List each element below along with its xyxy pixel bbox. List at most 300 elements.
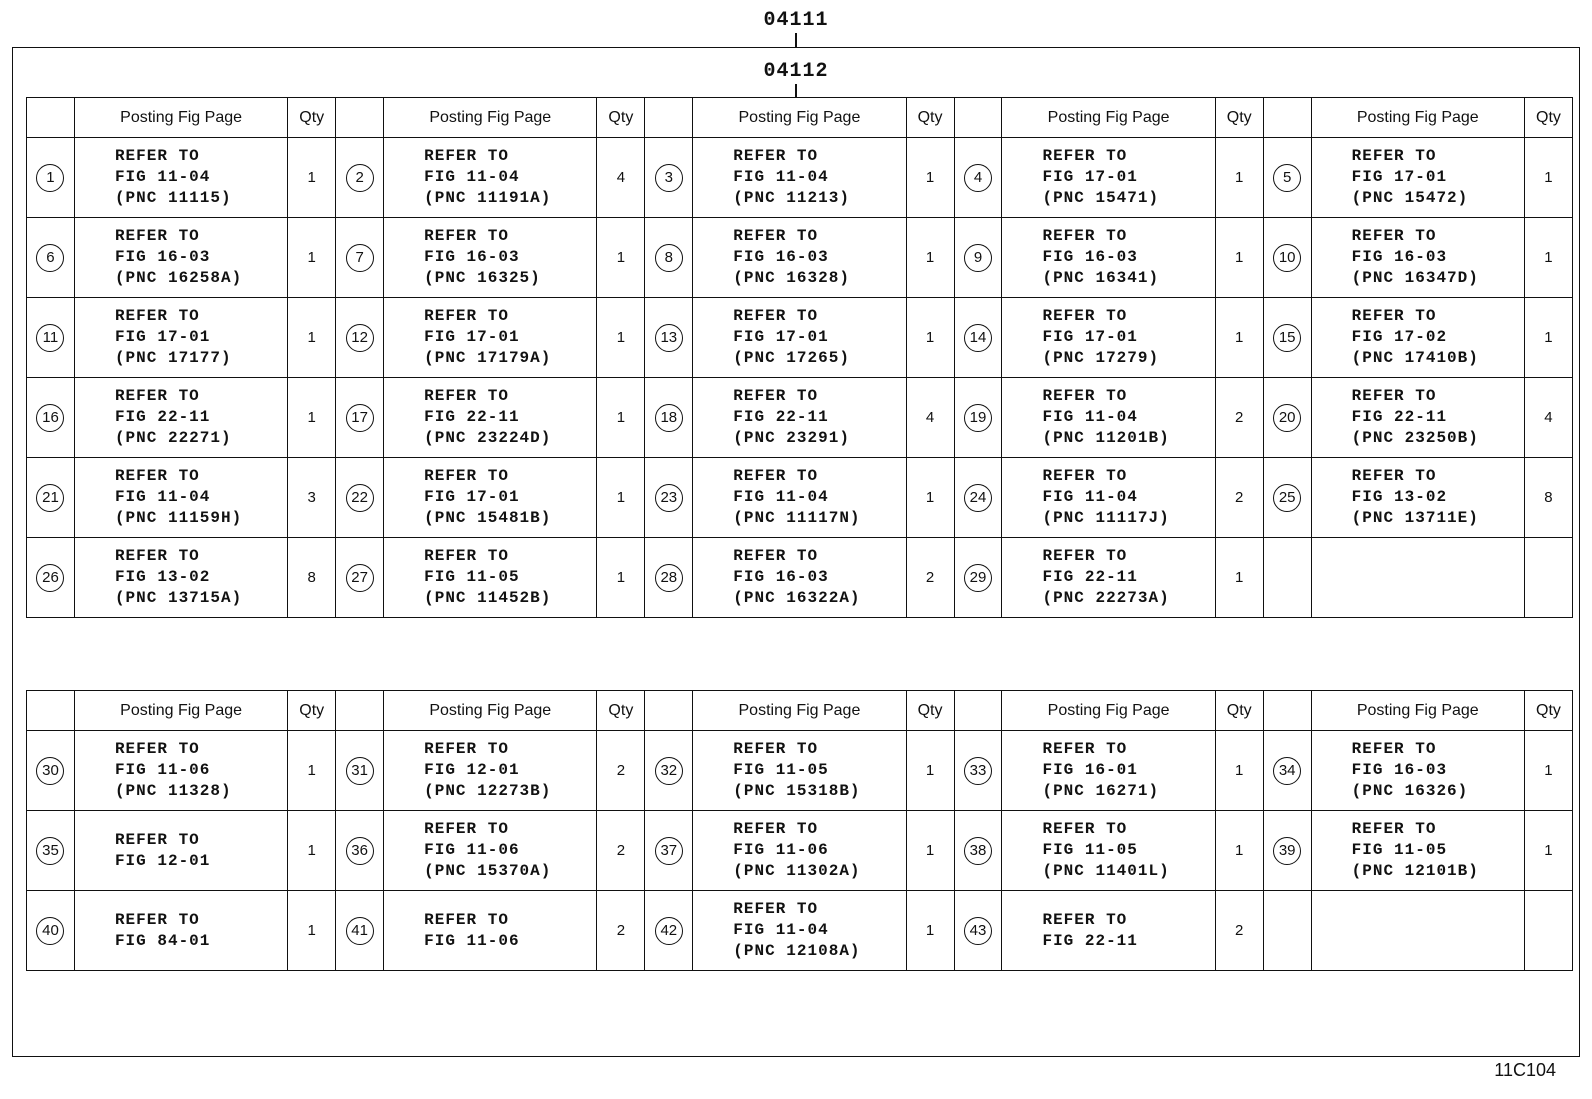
ref-number-circle: 41: [346, 917, 374, 945]
pnc-line: (PNC 15471): [1042, 189, 1160, 207]
header-posting-fig-page: Posting Fig Page: [1311, 691, 1524, 731]
ref-number-circle: 10: [1273, 244, 1301, 272]
ref-number-cell: [27, 811, 75, 891]
pnc-line: (PNC 16322A): [733, 589, 861, 607]
qty-cell: 1: [288, 378, 336, 458]
refer-to-line: REFER TO: [1351, 387, 1437, 405]
refer-to-line: REFER TO: [733, 547, 819, 565]
fig-line: FIG 22-11: [1351, 408, 1448, 426]
ref-number-circle: 7: [346, 244, 374, 272]
qty-cell: 1: [288, 891, 336, 971]
reference-cell: [693, 538, 906, 618]
fig-line: FIG 16-03: [1351, 761, 1448, 779]
qty-cell: 2: [597, 891, 645, 971]
pnc-line: (PNC 12101B): [1351, 862, 1479, 880]
fig-line: FIG 16-03: [114, 248, 211, 266]
ref-number-circle: 13: [655, 324, 683, 352]
ref-number-circle: 14: [964, 324, 992, 352]
pnc-line: (PNC 11302A): [733, 862, 861, 880]
qty-cell: 1: [597, 298, 645, 378]
ref-number-cell: [954, 538, 1002, 618]
header-blank: [336, 98, 384, 138]
fig-line: FIG 11-04: [733, 168, 829, 186]
pnc-line: (PNC 13711E): [1351, 509, 1479, 527]
fig-line: FIG 16-01: [1042, 761, 1138, 779]
refer-to-line: REFER TO: [1042, 227, 1128, 245]
qty-cell: 1: [1524, 138, 1572, 218]
qty-cell: 1: [1215, 811, 1263, 891]
reference-cell: [693, 891, 906, 971]
table-header-row: [27, 691, 1573, 731]
ref-number-cell: [1263, 811, 1311, 891]
qty-cell: 3: [288, 458, 336, 538]
table-row: [27, 811, 1573, 891]
reference-cell: [1002, 458, 1215, 538]
ref-number-circle: 33: [964, 757, 992, 785]
qty-cell: 1: [906, 891, 954, 971]
reference-cell: [384, 138, 597, 218]
qty-cell: 1: [597, 458, 645, 538]
refer-to-line: REFER TO: [114, 307, 200, 325]
refer-to-line: REFER TO: [114, 547, 200, 565]
header-blank: [336, 691, 384, 731]
reference-cell: [384, 458, 597, 538]
leader-line-outer: [795, 33, 797, 47]
ref-number-cell: [954, 298, 1002, 378]
pnc-line: (PNC 11401L): [1042, 862, 1170, 880]
reference-cell: [384, 731, 597, 811]
ref-number-circle: 25: [1273, 484, 1301, 512]
pnc-line: (PNC 15318B): [733, 782, 861, 800]
pnc-line: (PNC 17177): [114, 349, 232, 367]
fig-line: FIG 11-04: [733, 921, 829, 939]
pnc-line: (PNC 17179A): [424, 349, 552, 367]
ref-number-circle: 28: [655, 564, 683, 592]
reference-cell: [1002, 731, 1215, 811]
qty-cell: 1: [1524, 218, 1572, 298]
pnc-line: (PNC 17265): [733, 349, 850, 367]
refer-to-line: REFER TO: [424, 307, 509, 325]
header-qty: Qty: [1524, 98, 1572, 138]
refer-to-line: REFER TO: [424, 467, 509, 485]
ref-number-cell: [336, 731, 384, 811]
pnc-line: (PNC 16258A): [114, 269, 243, 287]
reference-cell: [693, 218, 906, 298]
reference-cell: [1002, 298, 1215, 378]
header-posting-fig-page: Posting Fig Page: [384, 691, 597, 731]
qty-cell: 4: [1524, 378, 1572, 458]
pnc-line: (PNC 12108A): [733, 942, 861, 960]
header-posting-fig-page: Posting Fig Page: [693, 691, 906, 731]
ref-number-cell: [336, 458, 384, 538]
fig-line: FIG 16-03: [733, 568, 829, 586]
pnc-line: (PNC 15370A): [424, 862, 552, 880]
ref-number-circle: 27: [346, 564, 374, 592]
pnc-line: (PNC 13715A): [114, 589, 243, 607]
ref-number-circle: 15: [1273, 324, 1301, 352]
pnc-line: (PNC 16341): [1042, 269, 1160, 287]
header-qty: Qty: [597, 98, 645, 138]
qty-cell: 1: [906, 458, 954, 538]
ref-number-cell: [1263, 891, 1311, 971]
ref-number-cell: [27, 298, 75, 378]
reference-cell: [1002, 891, 1215, 971]
illustration-id: 11C104: [1494, 1060, 1556, 1080]
pnc-line: (PNC 16328): [733, 269, 850, 287]
fig-line: FIG 17-01: [114, 328, 211, 346]
reference-cell: [74, 458, 287, 538]
refer-to-line: REFER TO: [1042, 467, 1128, 485]
header-blank: [1263, 691, 1311, 731]
ref-number-circle: 36: [346, 837, 374, 865]
refer-to-line: REFER TO: [1351, 467, 1437, 485]
header-qty: Qty: [906, 691, 954, 731]
fig-line: FIG 13-02: [114, 568, 211, 586]
pnc-line: (PNC 16326): [1351, 782, 1469, 800]
ref-number-cell: [954, 378, 1002, 458]
qty-cell: [1524, 891, 1572, 971]
fig-line: FIG 11-05: [1042, 841, 1138, 859]
reference-cell: [74, 298, 287, 378]
ref-number-circle: 2: [346, 164, 374, 192]
header-blank: [27, 691, 75, 731]
parts-table-2: [26, 690, 1573, 971]
ref-number-circle: 40: [36, 917, 64, 945]
ref-number-circle: 19: [964, 404, 992, 432]
ref-number-circle: 43: [964, 917, 992, 945]
refer-to-line: REFER TO: [733, 147, 819, 165]
header-qty: Qty: [288, 691, 336, 731]
fig-line: FIG 11-06: [424, 841, 520, 859]
ref-number-cell: [336, 218, 384, 298]
ref-number-circle: 4: [964, 164, 992, 192]
refer-to-line: REFER TO: [1042, 740, 1128, 758]
refer-to-line: REFER TO: [424, 227, 509, 245]
ref-number-circle: 30: [36, 757, 64, 785]
ref-number-circle: 34: [1273, 757, 1301, 785]
ref-number-cell: [27, 218, 75, 298]
refer-to-line: REFER TO: [114, 147, 200, 165]
pnc-line: (PNC 11328): [114, 782, 232, 800]
ref-number-cell: [27, 378, 75, 458]
pnc-line: (PNC 23224D): [424, 429, 552, 447]
header-posting-fig-page: Posting Fig Page: [693, 98, 906, 138]
reference-cell: [693, 378, 906, 458]
ref-number-cell: [27, 731, 75, 811]
header-posting-fig-page: Posting Fig Page: [74, 691, 287, 731]
refer-to-line: REFER TO: [733, 387, 819, 405]
fig-line: FIG 13-02: [1351, 488, 1448, 506]
refer-to-line: REFER TO: [733, 227, 819, 245]
refer-to-line: REFER TO: [733, 467, 819, 485]
leader-line-inner: [795, 84, 797, 97]
ref-number-cell: [645, 731, 693, 811]
refer-to-line: REFER TO: [114, 387, 200, 405]
reference-cell: [74, 378, 287, 458]
ref-number-cell: [645, 378, 693, 458]
ref-number-circle: 16: [36, 404, 64, 432]
refer-to-line: REFER TO: [114, 467, 200, 485]
table-row: [27, 891, 1573, 971]
fig-line: FIG 17-01: [1042, 168, 1138, 186]
ref-number-circle: 29: [964, 564, 992, 592]
pnc-line: (PNC 11117J): [1042, 509, 1170, 527]
fig-line: FIG 17-01: [1351, 168, 1448, 186]
header-qty: Qty: [597, 691, 645, 731]
reference-cell: [1311, 298, 1524, 378]
pnc-line: (PNC 11115): [114, 189, 232, 207]
table-row: [27, 731, 1573, 811]
refer-to-line: REFER TO: [424, 820, 509, 838]
pnc-line: (PNC 15472): [1351, 189, 1469, 207]
fig-line: FIG 17-01: [424, 328, 520, 346]
fig-line: FIG 22-11: [733, 408, 829, 426]
ref-number-cell: [336, 891, 384, 971]
fig-line: FIG 17-01: [1042, 328, 1138, 346]
pnc-line: (PNC 16271): [1042, 782, 1160, 800]
fig-line: FIG 16-03: [1351, 248, 1448, 266]
qty-cell: 1: [1524, 811, 1572, 891]
ref-number-circle: 42: [655, 917, 683, 945]
fig-line: FIG 11-04: [733, 488, 829, 506]
ref-number-circle: 12: [346, 324, 374, 352]
ref-number-circle: 31: [346, 757, 374, 785]
ref-number-cell: [645, 138, 693, 218]
qty-cell: 1: [288, 811, 336, 891]
fig-line: FIG 11-04: [1042, 488, 1138, 506]
ref-number-circle: 39: [1273, 837, 1301, 865]
reference-cell: [1311, 731, 1524, 811]
fig-line: FIG 84-01: [114, 931, 211, 950]
qty-cell: 1: [1524, 298, 1572, 378]
refer-to-line: REFER TO: [1042, 547, 1128, 565]
refer-to-line: REFER TO: [114, 740, 200, 758]
assembly-number-inner: 04112: [763, 60, 829, 83]
qty-cell: 4: [906, 378, 954, 458]
reference-cell: [384, 298, 597, 378]
header-blank: [954, 98, 1002, 138]
qty-cell: 8: [288, 538, 336, 618]
qty-cell: 1: [288, 218, 336, 298]
reference-cell: [693, 298, 906, 378]
table-row: [27, 298, 1573, 378]
fig-line: FIG 22-11: [424, 408, 520, 426]
ref-number-cell: [954, 138, 1002, 218]
qty-cell: 1: [906, 811, 954, 891]
ref-number-cell: [27, 138, 75, 218]
ref-number-cell: [645, 218, 693, 298]
refer-to-line: REFER TO: [424, 547, 509, 565]
fig-line: FIG 11-04: [114, 488, 211, 506]
ref-number-cell: [645, 458, 693, 538]
ref-number-circle: 35: [36, 837, 64, 865]
fig-line: FIG 12-01: [114, 851, 211, 870]
reference-cell: [1311, 891, 1524, 971]
ref-number-cell: [336, 538, 384, 618]
fig-line: FIG 22-11: [114, 408, 211, 426]
pnc-line: (PNC 16347D): [1351, 269, 1479, 287]
qty-cell: 8: [1524, 458, 1572, 538]
fig-line: FIG 22-11: [1042, 931, 1138, 950]
fig-line: FIG 16-03: [1042, 248, 1138, 266]
ref-number-circle: 38: [964, 837, 992, 865]
reference-cell: [74, 891, 287, 971]
ref-number-circle: 37: [655, 837, 683, 865]
fig-line: FIG 16-03: [733, 248, 829, 266]
ref-number-cell: [27, 891, 75, 971]
refer-to-line: REFER TO: [1351, 147, 1437, 165]
reference-cell: [74, 218, 287, 298]
refer-to-line: REFER TO: [1042, 387, 1128, 405]
ref-number-circle: 1: [36, 164, 64, 192]
pnc-line: (PNC 22271): [114, 429, 232, 447]
qty-cell: 1: [597, 538, 645, 618]
fig-line: FIG 12-01: [424, 761, 520, 779]
header-blank: [645, 98, 693, 138]
ref-number-cell: [645, 298, 693, 378]
qty-cell: 1: [1215, 731, 1263, 811]
reference-cell: [384, 891, 597, 971]
reference-cell: [384, 538, 597, 618]
refer-to-line: REFER TO: [733, 900, 819, 918]
qty-cell: 1: [906, 138, 954, 218]
reference-cell: [1002, 378, 1215, 458]
refer-to-line: REFER TO: [424, 740, 509, 758]
reference-cell: [384, 378, 597, 458]
reference-cell: [693, 731, 906, 811]
ref-number-cell: [954, 811, 1002, 891]
reference-cell: [384, 811, 597, 891]
assembly-number-outer: 04111: [763, 9, 829, 32]
refer-to-line: REFER TO: [1042, 307, 1128, 325]
parts-table-1: [26, 97, 1573, 618]
ref-number-cell: [645, 811, 693, 891]
refer-to-line: REFER TO: [1351, 307, 1437, 325]
refer-to-line: REFER TO: [733, 307, 819, 325]
ref-number-circle: 3: [655, 164, 683, 192]
header-qty: Qty: [906, 98, 954, 138]
header-blank: [954, 691, 1002, 731]
fig-line: FIG 11-06: [114, 761, 211, 779]
refer-to-line: REFER TO: [114, 227, 200, 245]
ref-number-cell: [27, 538, 75, 618]
fig-line: FIG 17-01: [733, 328, 829, 346]
pnc-line: (PNC 11452B): [424, 589, 552, 607]
reference-cell: [693, 811, 906, 891]
ref-number-cell: [954, 731, 1002, 811]
pnc-line: (PNC 23291): [733, 429, 850, 447]
refer-to-line: REFER TO: [1042, 147, 1128, 165]
reference-cell: [1311, 378, 1524, 458]
pnc-line: (PNC 22273A): [1042, 589, 1170, 607]
pnc-line: (PNC 11117N): [733, 509, 861, 527]
reference-cell: [74, 138, 287, 218]
pnc-line: (PNC 17279): [1042, 349, 1160, 367]
fig-line: FIG 11-05: [733, 761, 829, 779]
pnc-line: (PNC 11201B): [1042, 429, 1170, 447]
pnc-line: (PNC 12273B): [424, 782, 552, 800]
fig-line: FIG 11-06: [733, 841, 829, 859]
fig-line: FIG 11-06: [424, 931, 520, 950]
qty-cell: 1: [288, 298, 336, 378]
refer-to-line: REFER TO: [424, 147, 509, 165]
table-row: [27, 138, 1573, 218]
header-blank: [1263, 98, 1311, 138]
reference-cell: [74, 538, 287, 618]
pnc-line: (PNC 23250B): [1351, 429, 1479, 447]
qty-cell: [1524, 538, 1572, 618]
qty-cell: 1: [1215, 138, 1263, 218]
ref-number-circle: 18: [655, 404, 683, 432]
qty-cell: 1: [1524, 731, 1572, 811]
refer-to-line: REFER TO: [114, 910, 200, 929]
reference-cell: [693, 138, 906, 218]
header-qty: Qty: [288, 98, 336, 138]
qty-cell: 1: [1215, 538, 1263, 618]
qty-cell: 2: [1215, 378, 1263, 458]
ref-number-circle: 23: [655, 484, 683, 512]
table-row: [27, 378, 1573, 458]
header-posting-fig-page: Posting Fig Page: [1002, 98, 1215, 138]
fig-line: FIG 11-04: [114, 168, 211, 186]
ref-number-circle: 9: [964, 244, 992, 272]
pnc-line: (PNC 15481B): [424, 509, 552, 527]
qty-cell: 1: [906, 218, 954, 298]
ref-number-cell: [336, 298, 384, 378]
pnc-line: (PNC 16325): [424, 269, 541, 287]
ref-number-circle: 21: [36, 484, 64, 512]
reference-cell: [1311, 538, 1524, 618]
refer-to-line: REFER TO: [1042, 820, 1128, 838]
ref-number-circle: 22: [346, 484, 374, 512]
pnc-line: (PNC 11159H): [114, 509, 243, 527]
qty-cell: 2: [1215, 891, 1263, 971]
qty-cell: 1: [906, 731, 954, 811]
header-posting-fig-page: Posting Fig Page: [1002, 691, 1215, 731]
reference-cell: [1002, 218, 1215, 298]
header-qty: Qty: [1215, 691, 1263, 731]
pnc-line: (PNC 17410B): [1351, 349, 1479, 367]
qty-cell: 1: [1215, 218, 1263, 298]
fig-line: FIG 11-04: [424, 168, 520, 186]
ref-number-cell: [1263, 538, 1311, 618]
fig-line: FIG 16-03: [424, 248, 520, 266]
qty-cell: 1: [906, 298, 954, 378]
qty-cell: 2: [1215, 458, 1263, 538]
fig-line: FIG 11-04: [1042, 408, 1138, 426]
qty-cell: 1: [597, 218, 645, 298]
ref-number-circle: 6: [36, 244, 64, 272]
reference-cell: [1311, 138, 1524, 218]
pnc-line: (PNC 11191A): [424, 189, 552, 207]
ref-number-circle: 24: [964, 484, 992, 512]
pnc-line: (PNC 11213): [733, 189, 850, 207]
header-qty: Qty: [1524, 691, 1572, 731]
ref-number-circle: 26: [36, 564, 64, 592]
header-posting-fig-page: Posting Fig Page: [1311, 98, 1524, 138]
ref-number-cell: [1263, 218, 1311, 298]
reference-cell: [74, 811, 287, 891]
fig-line: FIG 22-11: [1042, 568, 1138, 586]
reference-cell: [384, 218, 597, 298]
refer-to-line: REFER TO: [1351, 740, 1437, 758]
ref-number-cell: [954, 891, 1002, 971]
reference-cell: [1002, 538, 1215, 618]
fig-line: FIG 11-05: [1351, 841, 1448, 859]
ref-number-circle: 8: [655, 244, 683, 272]
ref-number-cell: [336, 138, 384, 218]
fig-line: FIG 17-01: [424, 488, 520, 506]
